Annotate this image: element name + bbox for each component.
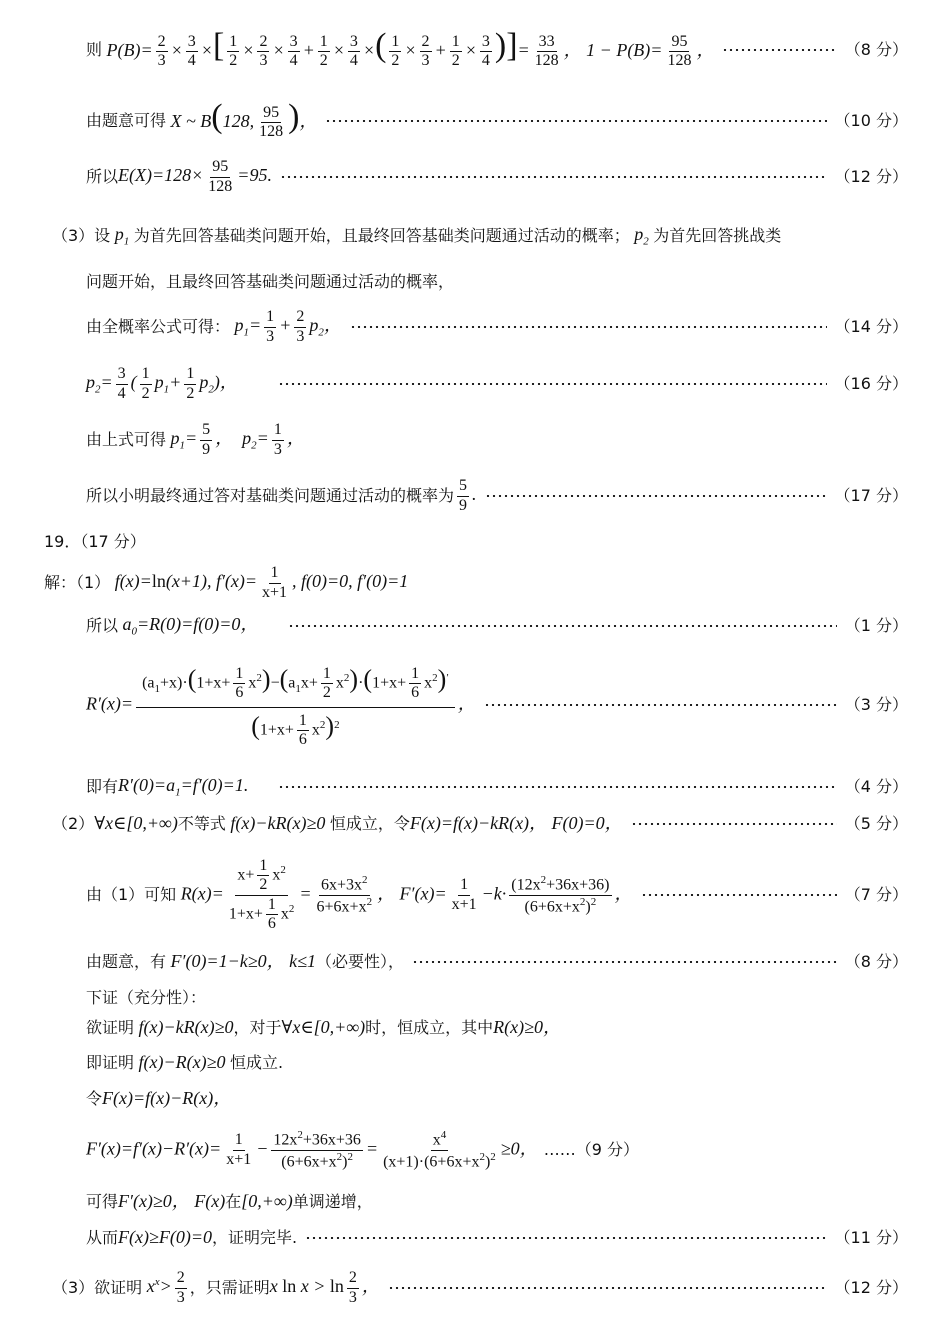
math-expression: $p_2=$ $\frac{3}{4}$ ( $\frac{1}{2}$ $p_1+$ $\frac{1}{2}$ $p_2$)， bbox=[86, 365, 238, 402]
text: 问题开始，且最终回答基础类问题通过活动的概率， bbox=[86, 272, 455, 292]
line-20 bbox=[0, 1049, 940, 1077]
score: （12 分） bbox=[834, 1278, 908, 1298]
dotted-leader bbox=[278, 786, 836, 788]
text: 则 bbox=[86, 40, 103, 60]
score: ……（9 分） bbox=[543, 1140, 639, 1160]
score: （5 分） bbox=[844, 814, 908, 834]
question-19-header bbox=[0, 528, 940, 556]
line-22 bbox=[0, 1120, 940, 1180]
text: （3）欲证明 bbox=[52, 1278, 143, 1298]
text: 恒成立，令 bbox=[329, 814, 410, 834]
text: 恒成立. bbox=[230, 1053, 284, 1073]
text: 由全概率公式可得： bbox=[86, 317, 231, 337]
text: 欲证明 bbox=[86, 1018, 135, 1038]
dotted-leader bbox=[325, 120, 826, 122]
text: 由（1）可知 bbox=[86, 885, 177, 905]
math-expression: x ln x > ln $\frac{2}{3}$ ， bbox=[269, 1269, 380, 1306]
line-15 bbox=[0, 810, 940, 838]
text: 即有 bbox=[86, 777, 119, 797]
score: （17 分） bbox=[834, 486, 908, 506]
text: 令 bbox=[86, 1089, 103, 1109]
score: （4 分） bbox=[844, 777, 908, 797]
dotted-leader bbox=[288, 625, 836, 627]
math-expression: f(x)−kR(x)≥0 bbox=[225, 813, 330, 834]
line-5 bbox=[0, 268, 940, 296]
math-expression: E(X)=128× $\frac{95}{128}$ =95. bbox=[118, 158, 272, 195]
line-23 bbox=[0, 1188, 940, 1216]
line-25 bbox=[0, 1262, 940, 1314]
score: （8 分） bbox=[844, 40, 908, 60]
math-expression: P(B)= $\frac{2}{3}$ × $\frac{3}{4}$ ×[ $\frac{1}{2}$ × $\frac{2}{3}$ × $\frac{3}{4}$ + $\frac{1}{2}$ × $\frac{3}{4}$ ×( $\frac{1}{2}$ × $\frac{2}{3}$ + $\frac{1}{2}$ × $\frac{3}{4}$ )]= $\frac{33}{128}$ ， 1 − P(B)= $\frac{95}{128}$ ， bbox=[102, 27, 715, 70]
text: 单调递增， bbox=[292, 1192, 373, 1212]
score: （7 分） bbox=[844, 885, 908, 905]
line-9 bbox=[0, 472, 940, 520]
line-3 bbox=[0, 153, 940, 201]
text: （2） bbox=[52, 814, 95, 834]
math-var: $p_1$ bbox=[110, 223, 130, 248]
line-14 bbox=[0, 773, 940, 801]
text: 从而 bbox=[86, 1228, 119, 1248]
text: 为首先回答基础类问题开始，且最终回答基础类问题通过活动的概率； bbox=[133, 226, 630, 246]
dotted-leader bbox=[305, 1237, 826, 1239]
score: （14 分） bbox=[834, 317, 908, 337]
math-expression: ∀x∈[0,+∞) bbox=[281, 1017, 366, 1038]
text: 可得 bbox=[86, 1192, 119, 1212]
dotted-leader bbox=[484, 704, 837, 706]
text: 所以 bbox=[86, 167, 119, 187]
dotted-leader bbox=[631, 823, 837, 825]
score: （12 分） bbox=[834, 167, 908, 187]
dotted-leader bbox=[280, 176, 827, 178]
text: 不等式 bbox=[177, 814, 226, 834]
math-expression: F(x)≥F(0)=0 bbox=[118, 1227, 212, 1248]
math-expression: $a_0=R(0)=f(0)=0$， bbox=[118, 613, 259, 638]
math-expression: $p_1=$ $\frac{5}{9}$ ， $p_2=$ $\frac{1}{3}$ ， bbox=[166, 421, 305, 458]
math-expression: F′(x)≥0， F(x) bbox=[118, 1191, 226, 1212]
math-expression: R′(x)= $(a_1+x)\cdot(1+x+$ $\frac{1}{6}$ $x^2)-(a_1x+$ $\frac{1}{2}$ $x^2)\cdot(1+x+$ $\frac{1}{6}$ $x^2)'$ (1+x+ $\frac{1}{6}$ $x^2)^2$ ， bbox=[86, 661, 476, 750]
math-expression: F(x)=f(x)−R(x)， bbox=[102, 1088, 232, 1109]
line-18 bbox=[0, 984, 940, 1012]
math-expression: R(x)= x+ $\frac{1}{2}$ $x^2$ 1+x+ $\frac{1}{6}$ $x^2$ = $\frac{6x+3x^2}{6+6x+x^2}$ ， F′(x)= $\frac{1}{x+1}$ −k· $\frac{(12x^2+36x+36)}{(6+6x+x^2)^2}$ ， bbox=[176, 856, 633, 932]
math-expression: R(x)≥0， bbox=[493, 1017, 562, 1038]
score: （1 分） bbox=[844, 616, 908, 636]
dotted-leader bbox=[278, 383, 827, 385]
text: 由上式可得 bbox=[86, 430, 167, 450]
text: 所以 bbox=[86, 616, 119, 636]
dotted-leader bbox=[722, 49, 836, 51]
math-expression: f(x)−kR(x)≥0 bbox=[134, 1017, 234, 1038]
line-16 bbox=[0, 850, 940, 940]
math-expression: f(x)−R(x)≥0 bbox=[134, 1052, 230, 1073]
dotted-leader bbox=[485, 495, 827, 497]
math-expression: ∀x∈[0,+∞) bbox=[94, 813, 178, 834]
line-21 bbox=[0, 1085, 940, 1113]
math-expression: F′(0)=1−k≥0， k≤1 bbox=[166, 951, 316, 972]
text: 时，恒成立，其中 bbox=[365, 1018, 494, 1038]
line-17 bbox=[0, 948, 940, 976]
text: 由题意可得 bbox=[86, 111, 167, 131]
score: （8 分） bbox=[844, 952, 908, 972]
math-expression: $R'(0)=a_1=f'(0)=1$. bbox=[118, 774, 249, 799]
line-12 bbox=[0, 612, 940, 640]
text: 19．（17 分） bbox=[44, 532, 146, 552]
dotted-leader bbox=[350, 326, 827, 328]
line-13 bbox=[0, 650, 940, 760]
text: 解：（1） bbox=[44, 573, 111, 593]
dotted-leader bbox=[412, 961, 837, 963]
text: 由题意，有 bbox=[86, 952, 167, 972]
score: （10 分） bbox=[834, 111, 908, 131]
dotted-leader bbox=[641, 894, 837, 896]
math-expression: X ~ B(128, $\frac{95}{128}$ )， bbox=[166, 98, 318, 141]
line-2 bbox=[0, 96, 940, 146]
text: 在 bbox=[225, 1192, 242, 1212]
line-8 bbox=[0, 416, 940, 464]
text: （必要性）， bbox=[315, 952, 404, 972]
text: 下证（充分性）： bbox=[86, 988, 207, 1008]
math-expression: f(x)=ln(x+1), f′(x)= $\frac{1}{x+1}$ , f(0)=0, f′(0)=1 bbox=[110, 564, 409, 601]
line-4 bbox=[0, 222, 940, 250]
text: 所以小明最终通过答对基础类问题通过活动的概率为 bbox=[86, 486, 455, 506]
math-expression: $p_1=$ $\frac{1}{3}$ + $\frac{2}{3}$ $p_2$， bbox=[230, 308, 342, 345]
line-1 bbox=[0, 24, 940, 76]
score: （3 分） bbox=[844, 695, 908, 715]
math-expression: F(x)=f(x)−kR(x)， F(0)=0， bbox=[409, 813, 623, 834]
text: 即证明 bbox=[86, 1053, 135, 1073]
line-7 bbox=[0, 360, 940, 408]
text: ，只需证明 bbox=[189, 1278, 270, 1298]
text: 为首先回答挑战类 bbox=[653, 226, 782, 246]
score: （16 分） bbox=[834, 374, 908, 394]
text: ，对于 bbox=[233, 1018, 282, 1038]
math-expression: $\frac{5}{9}$ . bbox=[459, 477, 477, 514]
line-11 bbox=[0, 560, 940, 606]
dotted-leader bbox=[388, 1287, 827, 1289]
line-6 bbox=[0, 303, 940, 351]
math-var: $p_2$ bbox=[629, 223, 649, 248]
score: （11 分） bbox=[834, 1228, 908, 1248]
text: ，证明完毕. bbox=[212, 1228, 298, 1248]
math-expression: $x^x>$ $\frac{2}{3}$ bbox=[142, 1269, 185, 1306]
text: （3）设 bbox=[52, 226, 111, 246]
math-expression: F′(x)=f′(x)−R′(x)= $\frac{1}{x+1}$ − $\frac{12x^2+36x+36}{(6+6x+x^2)^2}$ = $\frac{x^4}{(x+1)\cdot(6+6x+x^2)^2}$ ≥0， bbox=[86, 1128, 538, 1170]
line-24 bbox=[0, 1224, 940, 1252]
math-expression: [0,+∞) bbox=[241, 1191, 293, 1212]
line-19 bbox=[0, 1014, 940, 1042]
